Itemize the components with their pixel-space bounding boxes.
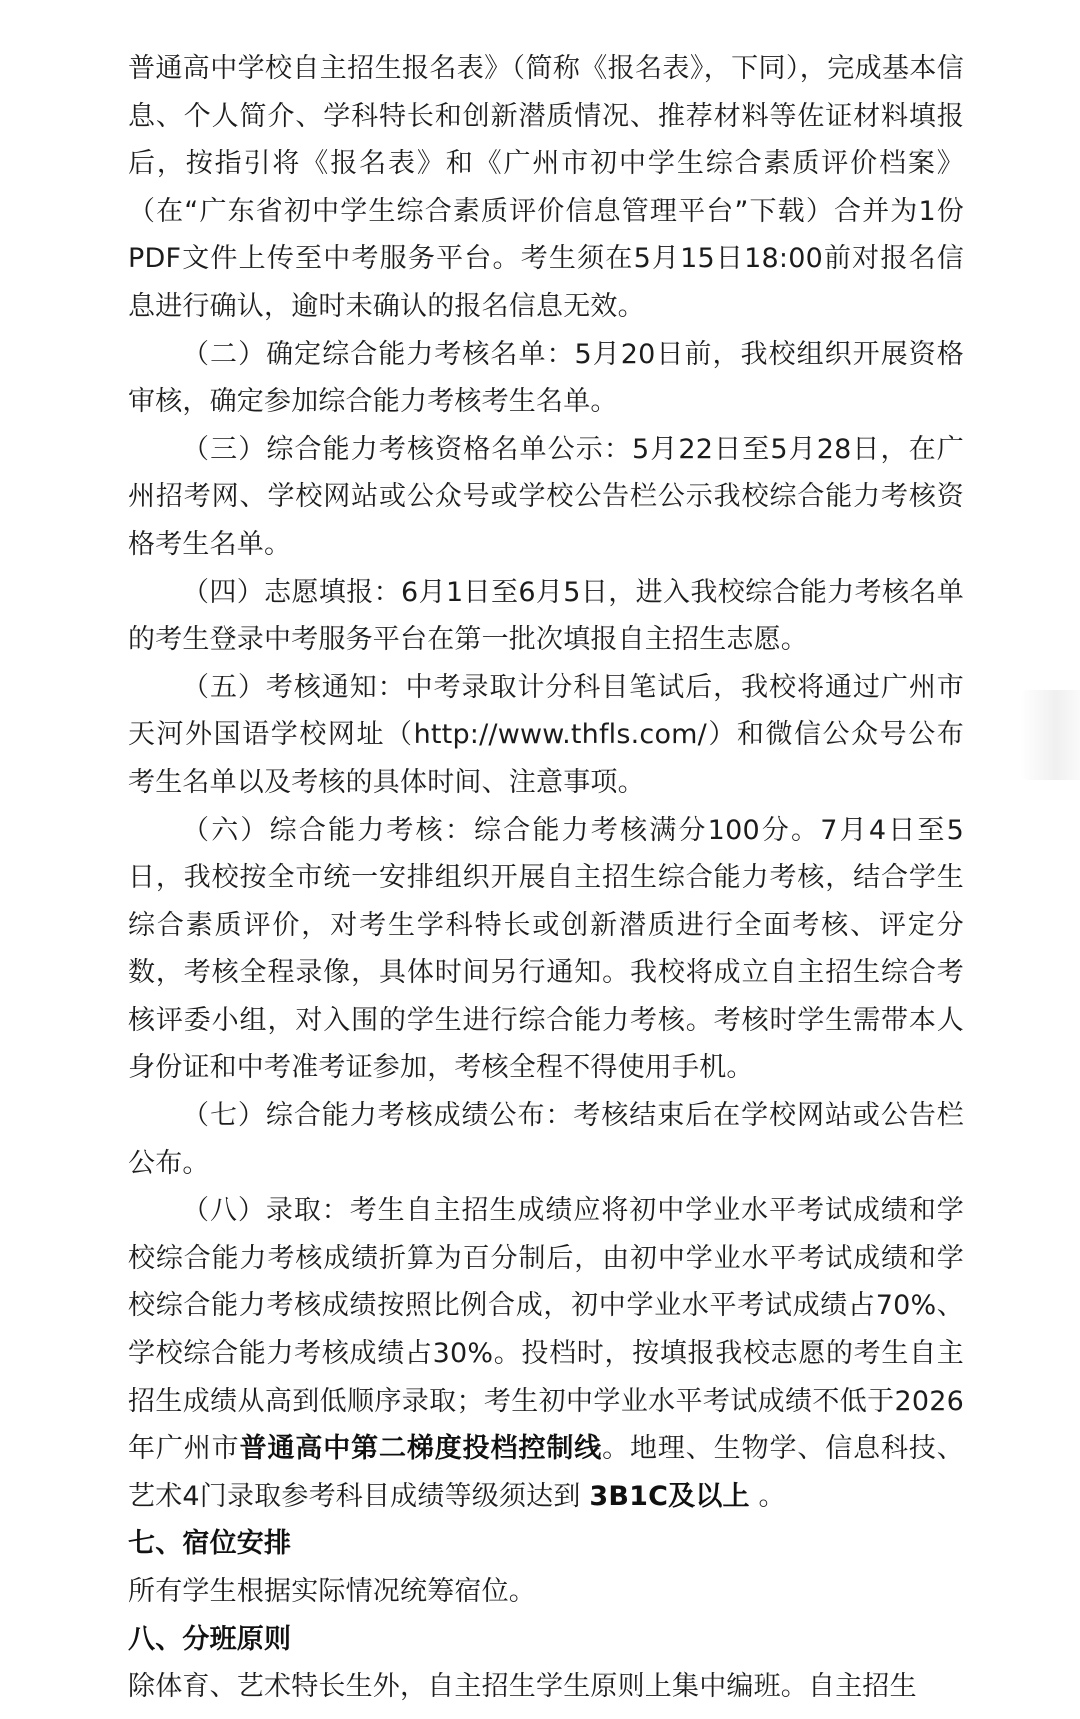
admission-bold-grade: 3B1C及以上 xyxy=(589,1480,750,1512)
paragraph-intro: 普通高中学校自主招生报名表》（简称《报名表》，下同），完成基本信息、个人简介、学科特长和创新潜质情况、推荐材料等佐证材料填报后，按指引将《报名表》和《广州市初中学生综合素质评价档案》（在“广东省初中学生综合素质评价信息管理平台”下载）合并为1份PDF文件上传至中考服务平台。考生须在5月15日18:00前对报名信息进行确认，逾时未确认的报名信息无效。 xyxy=(128,53,964,322)
paragraph-8-admission xyxy=(128,1187,964,1520)
paragraph-class: 除体育、艺术特长生外，自主招生学生原则上集中编班。自主招生 xyxy=(128,1671,917,1703)
paragraph-2-confirm-list: （二）确定综合能力考核名单：5月20日前，我校组织开展资格审核，确定参加综合能力考核考生名单。 xyxy=(128,338,964,418)
section-heading-8: 八、分班原则 xyxy=(128,1623,292,1655)
paragraph-3-publicity: （三）综合能力考核资格名单公示：5月22日至5月28日，在广州招考网、学校网站或公众号或学校公告栏公示我校综合能力考核资格考生名单。 xyxy=(128,433,964,560)
admission-text-e: 。 xyxy=(749,1480,786,1512)
section-heading-7: 七、宿位安排 xyxy=(128,1528,292,1560)
paragraph-5-notice: （五）考核通知：中考录取计分科目笔试后，我校将通过广州市天河外国语学校网址（http://www.thfls.com/）和微信公众号公布考生名单以及考核的具体时间、注意事项。 xyxy=(128,671,964,798)
paragraph-4-application: （四）志愿填报：6月1日至6月5日，进入我校综合能力考核名单的考生登录中考服务平台在第一批次填报自主招生志愿。 xyxy=(128,576,964,656)
photo-glare xyxy=(1020,690,1080,780)
admission-text-c: 。地理、生物学、信息科技、艺术4门录取参考科目成绩等级须达到 xyxy=(128,1433,964,1512)
paragraph-6-assessment: （六）综合能力考核：综合能力考核满分100分。7月4日至5日，我校按全市统一安排组织开展自主招生综合能力考核，结合学生综合素质评价，对考生学科特长或创新潜质进行全面考核、评定分数，考核全程录像，具体时间另行通知。我校将成立自主招生综合考核评委小组，对入围的学生进行综合能力考核。考核时学生需带本人身份证和中考准考证参加，考核全程不得使用手机。 xyxy=(128,814,964,1084)
paragraph-7-results: （七）综合能力考核成绩公布：考核结束后在学校网站或公告栏公布。 xyxy=(128,1100,964,1179)
paragraph-dorm: 所有学生根据实际情况统筹宿位。 xyxy=(128,1576,536,1607)
admission-bold-line: 普通高中第二梯度投档控制线 xyxy=(239,1433,603,1465)
document-body xyxy=(128,45,964,1711)
admission-text-a: （八）录取：考生自主招生成绩应将初中学业水平考试成绩和学校综合能力考核成绩折算为百分制后，由初中学业水平考试成绩和学校综合能力考核成绩按照比例合成，初中学业水平考试成绩占70%、学校综合能力考核成绩占30%。投档时，按填报我校志愿的考生自主招生成绩从高到低顺序录取；考生初中学业水平考试成绩不低于2026年广州市 xyxy=(128,1195,964,1465)
